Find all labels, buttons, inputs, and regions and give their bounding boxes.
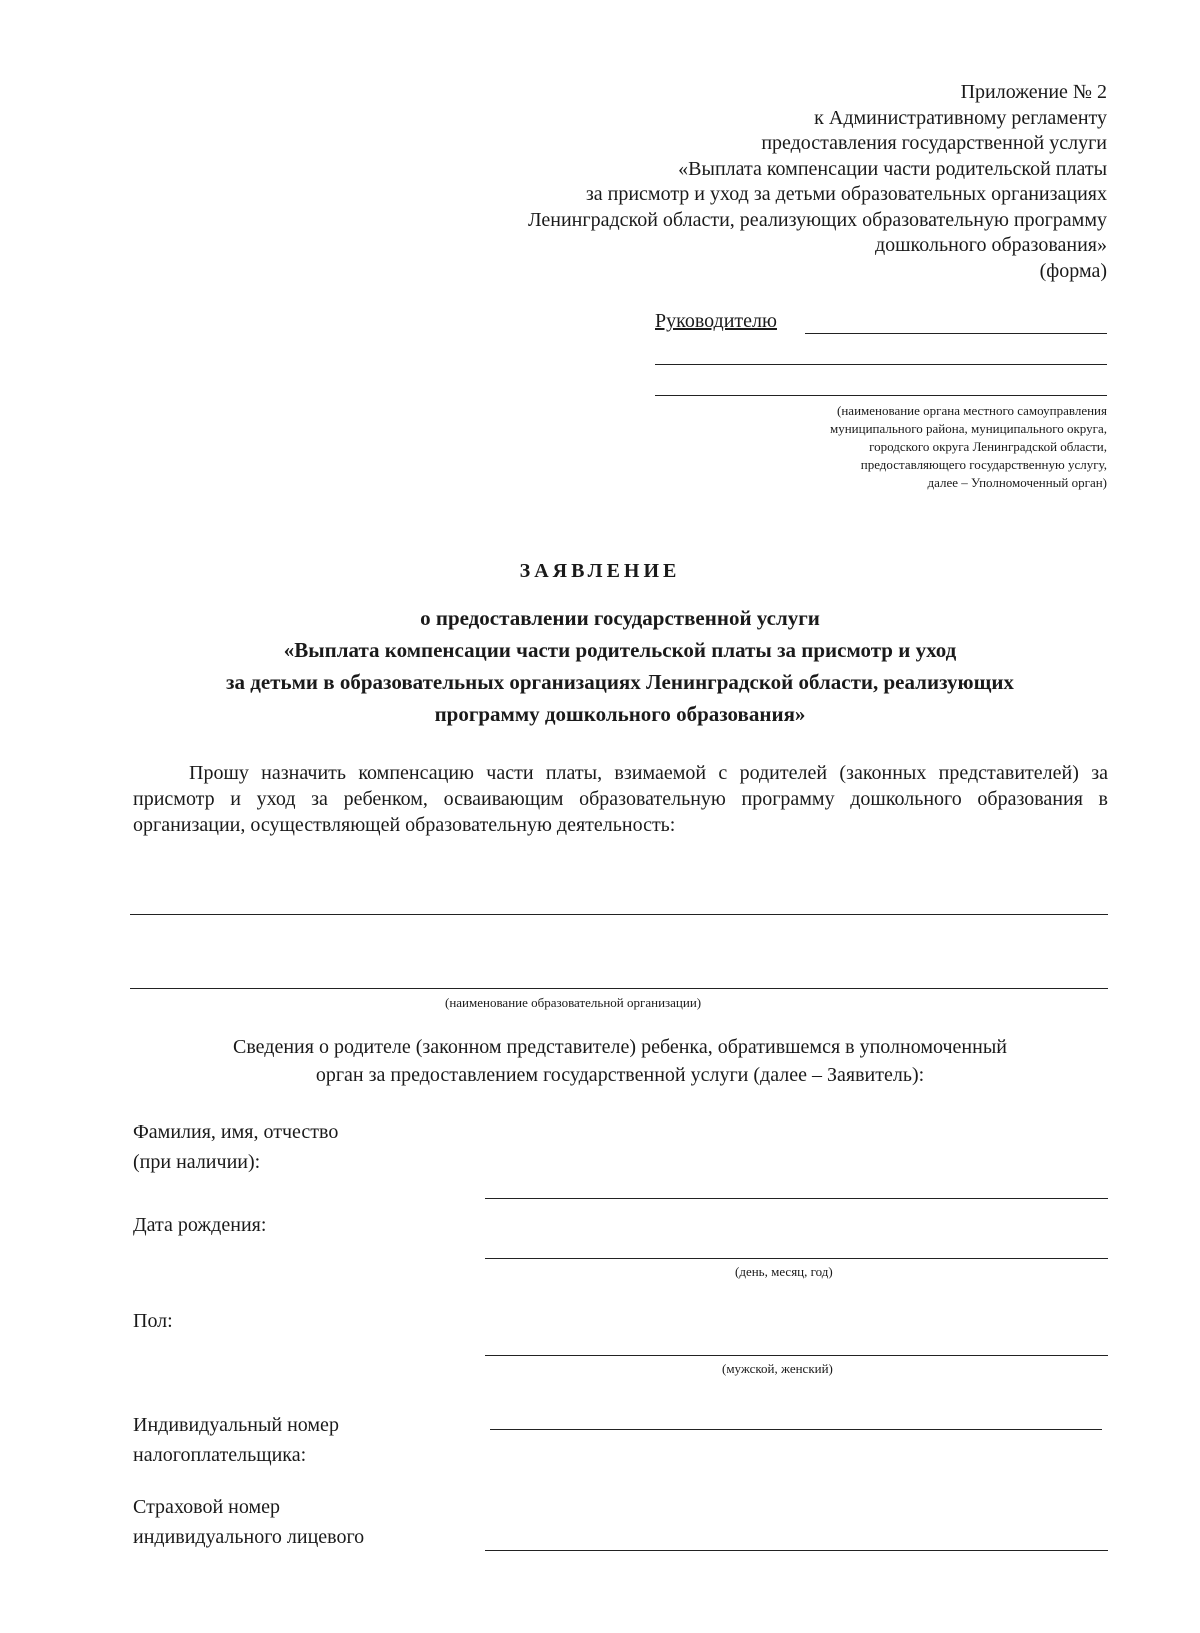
- org-name-caption: (наименование образовательной организации): [445, 995, 702, 1010]
- snils-label: [133, 1492, 364, 1552]
- org-name-line-1[interactable]: [130, 914, 1108, 915]
- annex-header: [528, 80, 1107, 284]
- subtitle-line: «Выплата компенсации части родительской платы за присмотр и уход: [283, 638, 957, 662]
- annex-line: дошкольного образования»: [874, 234, 1107, 256]
- inn-label: [133, 1410, 339, 1470]
- fio-label-line: Фамилия, имя, отчество: [133, 1121, 339, 1143]
- document-title: ЗАЯВЛЕНИЕ: [519, 560, 681, 582]
- annex-line: (форма): [1039, 259, 1107, 282]
- addressee-caption-line: (наименование органа местного самоуправления: [837, 403, 1107, 418]
- fio-label: [133, 1117, 338, 1177]
- request-paragraph: Прошу назначить компенсацию части платы, взимаемой с родителей (законных представителей) за присмотр и уход за ребенком, осваивающим образовательную программу дошкольного образования в организации, осуществляющей образовательную деятельность:: [133, 762, 1108, 836]
- addressee-caption-line: муниципального района, муниципального округа,: [829, 421, 1107, 436]
- inn-input-line[interactable]: [490, 1429, 1102, 1430]
- addressee-line-2[interactable]: [655, 340, 1107, 365]
- annex-line: Ленинградской области, реализующих образовательную программу: [527, 208, 1107, 231]
- annex-line: к Административному регламенту: [814, 106, 1107, 129]
- inn-label-line: налогоплательщика:: [133, 1444, 307, 1466]
- addressee-block: [655, 310, 1107, 492]
- snils-input-line[interactable]: [485, 1550, 1108, 1551]
- birth-date-caption: (день, месяц, год): [735, 1264, 833, 1279]
- addressee-line-3[interactable]: [655, 371, 1107, 396]
- inn-label-line: Индивидуальный номер: [133, 1414, 339, 1436]
- addressee-line-1[interactable]: [655, 310, 1107, 334]
- addressee-caption-line: предоставляющего государственную услугу,: [860, 457, 1107, 472]
- annex-line: предоставления государственной услуги: [761, 132, 1107, 154]
- sex-label: Пол:: [133, 1310, 173, 1332]
- applicant-info-line: Сведения о родителе (законном представителе) ребенка, обратившемся в уполномоченный: [233, 1036, 1007, 1058]
- annex-line: за присмотр и уход за детьми образовательных организациях: [585, 183, 1107, 205]
- annex-line: «Выплата компенсации части родительской платы: [678, 157, 1107, 180]
- subtitle-line: программу дошкольного образования»: [434, 702, 806, 726]
- subtitle-line: за детьми в образовательных организациях Ленинградской области, реализующих: [226, 670, 1014, 694]
- document-subtitle: [0, 602, 1200, 730]
- addressee-caption-line: городского округа Ленинградской области,: [869, 439, 1107, 454]
- addressee-caption: [655, 402, 1107, 492]
- sex-input-line[interactable]: [485, 1355, 1108, 1356]
- applicant-info-heading: [0, 1033, 1200, 1089]
- snils-label-line: Страховой номер: [133, 1496, 281, 1518]
- org-name-line-2[interactable]: [130, 988, 1108, 989]
- sex-caption: (мужской, женский): [722, 1361, 833, 1376]
- birth-date-label: Дата рождения:: [133, 1214, 267, 1236]
- applicant-info-line: орган за предоставлением государственной услуги (далее – Заявитель):: [315, 1064, 925, 1086]
- annex-line: Приложение № 2: [960, 81, 1107, 103]
- snils-label-line: индивидуального лицевого: [133, 1526, 365, 1548]
- fio-label-line: (при наличии):: [133, 1151, 261, 1173]
- fio-input-line[interactable]: [485, 1198, 1108, 1199]
- addressee-label: Руководителю: [655, 310, 781, 332]
- subtitle-line: о предоставлении государственной услуги: [420, 606, 820, 630]
- addressee-caption-line: далее – Уполномоченный орган): [927, 475, 1107, 490]
- birth-date-input-line[interactable]: [485, 1258, 1108, 1259]
